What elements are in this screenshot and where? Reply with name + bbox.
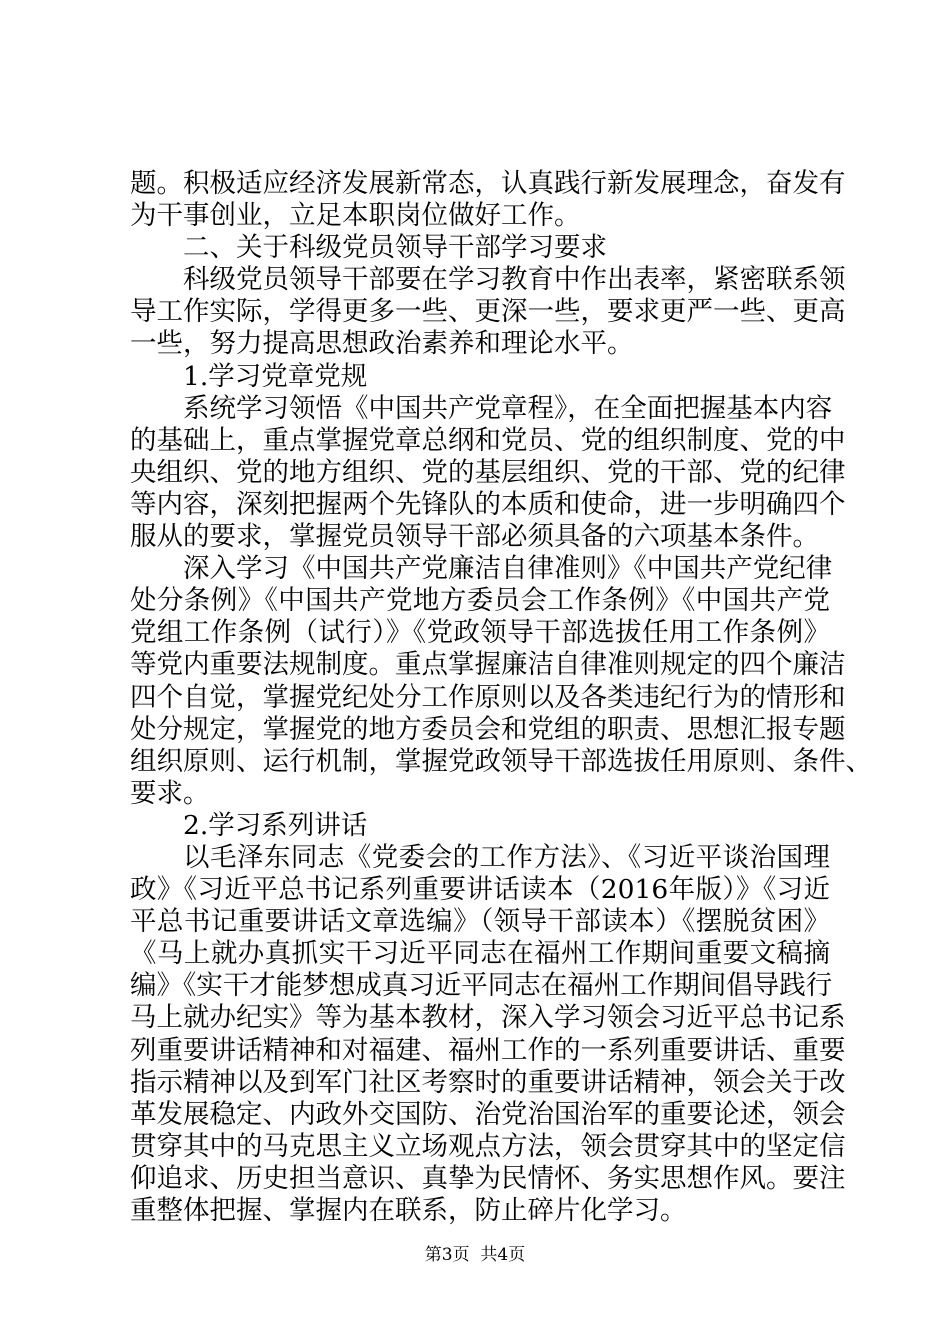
text-line: 导工作实际，学得更多一些、更深一些，要求更严一些、更高 xyxy=(130,296,846,328)
text-line: 马上就办纪实》等为基本教材，深入学习领会习近平总书记系 xyxy=(130,1002,846,1034)
text-line: 为干事创业，立足本职岗位做好工作。 xyxy=(130,200,581,232)
text-line: 以毛泽东同志《党委会的工作方法》、《习近平谈治国理 xyxy=(183,841,830,873)
page-number-footer: 第3页 共4页 xyxy=(424,1245,526,1265)
text-line: 列重要讲话精神和对福建、福州工作的一系列重要讲话、重要 xyxy=(130,1034,846,1066)
text-line: 题。积极适应经济发展新常态，认真践行新发展理念，奋发有 xyxy=(130,168,846,199)
subsection-heading: 1.学习党章党规 xyxy=(183,360,368,392)
text-line: 《马上就办真抓实干习近平同志在福州工作期间重要文稿摘 xyxy=(130,938,830,970)
text-line: 贯穿其中的马克思主义立场观点方法，领会贯穿其中的坚定信 xyxy=(130,1130,846,1162)
text-line: 编》《实干才能梦想成真习近平同志在福州工作期间倡导践行 xyxy=(130,970,833,1002)
text-line: 央组织、党的地方组织、党的基层组织、党的干部、党的纪律 xyxy=(130,456,846,488)
text-line: 仰追求、历史担当意识、真挚为民情怀、务实思想作风。要注 xyxy=(130,1162,846,1194)
document-body xyxy=(130,168,872,1227)
text-line: 组织原则、运行机制，掌握党政领导干部选拔任用原则、条件、 xyxy=(130,745,872,777)
text-line: 服从的要求，掌握党员领导干部必须具备的六项基本条件。 xyxy=(130,521,819,553)
text-line: 深入学习《中国共产党廉洁自律准则》《中国共产党纪律 xyxy=(183,553,833,585)
text-line: 一些，努力提高思想政治素养和理论水平。 xyxy=(130,328,634,360)
text-line: 处分规定，掌握党的地方委员会和党组的职责、思想汇报专题 xyxy=(130,713,846,745)
section-heading: 二、关于科级党员领导干部学习要求 xyxy=(183,232,607,264)
text-line: 四个自觉，掌握党纪处分工作原则以及各类违纪行为的情形和 xyxy=(130,681,846,713)
text-line: 要求。 xyxy=(130,777,210,809)
subsection-heading: 2.学习系列讲话 xyxy=(183,809,368,841)
text-line: 革发展稳定、内政外交国防、治党治国治军的重要论述，领会 xyxy=(130,1098,846,1130)
text-line: 党组工作条例（试行）》《党政领导干部选拔任用工作条例》 xyxy=(130,617,830,649)
text-line: 等内容，深刻把握两个先锋队的本质和使命，进一步明确四个 xyxy=(130,488,846,520)
text-line: 等党内重要法规制度。重点掌握廉洁自律准则规定的四个廉洁 xyxy=(130,649,846,681)
text-line: 系统学习领悟《中国共产党章程》，在全面把握基本内容 xyxy=(183,392,833,424)
text-line: 科级党员领导干部要在学习教育中作出表率，紧密联系领 xyxy=(183,264,846,296)
text-line: 指示精神以及到军门社区考察时的重要讲话精神，领会关于改 xyxy=(130,1066,846,1098)
text-line: 处分条例》《中国共产党地方委员会工作条例》《中国共产党 xyxy=(130,585,830,617)
text-line: 政》《习近平总书记系列重要讲话读本（2016年版）》《习近 xyxy=(130,874,830,906)
text-line: 重整体把握、掌握内在联系，防止碎片化学习。 xyxy=(130,1195,687,1226)
text-line: 的基础上，重点掌握党章总纲和党员、党的组织制度、党的中 xyxy=(130,424,846,456)
text-line: 平总书记重要讲话文章选编》（领导干部读本）《摆脱贫困》 xyxy=(130,906,830,938)
